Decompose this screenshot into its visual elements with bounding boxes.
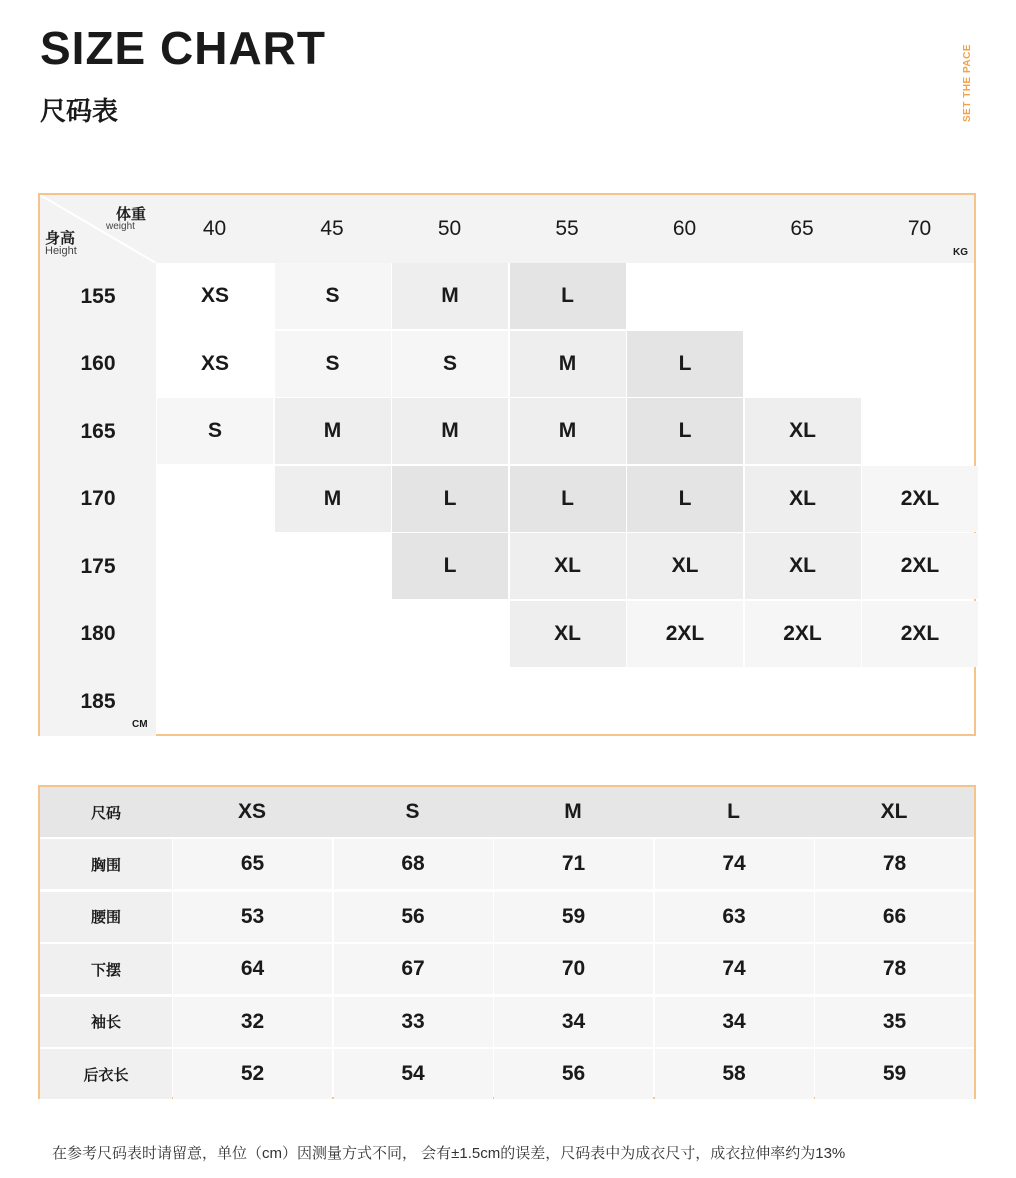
size-cell: XL xyxy=(745,398,861,464)
weight-header-50: 50 xyxy=(437,217,462,240)
size-cell: L xyxy=(627,331,743,397)
measurement-value: 58 xyxy=(655,1049,814,1099)
size-cell: L xyxy=(510,263,626,329)
size-cell: XL xyxy=(627,533,743,599)
measurement-label: 胸围 xyxy=(40,839,172,889)
measurement-value: 63 xyxy=(655,892,814,942)
measurement-value: 78 xyxy=(815,839,974,889)
size-header-xs: XS xyxy=(237,800,266,823)
measurement-value: 35 xyxy=(815,997,974,1047)
size-corner-label: 尺码 xyxy=(90,804,121,822)
measurement-value: 53 xyxy=(173,892,332,942)
measurement-value: 32 xyxy=(173,997,332,1047)
size-cell: S xyxy=(275,263,391,329)
measurement-value: 59 xyxy=(815,1049,974,1099)
size-cell: XS xyxy=(157,263,273,329)
measurement-value: 71 xyxy=(494,839,653,889)
height-header-185: 185 xyxy=(80,689,116,713)
corner-header-cell xyxy=(40,195,156,263)
measurement-value: 67 xyxy=(334,944,493,994)
weight-header-45: 45 xyxy=(320,217,344,240)
measurement-value: 33 xyxy=(334,997,493,1047)
page-title: SIZE CHART xyxy=(40,22,326,74)
size-cell: M xyxy=(392,263,508,329)
size-cell: L xyxy=(392,466,508,532)
measurement-label: 袖长 xyxy=(40,997,172,1047)
weight-header-40: 40 xyxy=(202,217,227,240)
height-header-180: 180 xyxy=(80,622,116,645)
size-cell: M xyxy=(275,398,391,464)
size-cell: XL xyxy=(510,601,626,667)
size-cell: 2XL xyxy=(745,601,861,667)
weight-label: 体重 xyxy=(116,206,147,223)
weight-header-55: 55 xyxy=(555,217,579,240)
size-cell: S xyxy=(392,331,508,397)
measurement-value: 34 xyxy=(655,997,814,1047)
size-cell: 2XL xyxy=(862,533,978,599)
measurement-value: 56 xyxy=(334,892,493,942)
size-cell: S xyxy=(157,398,273,464)
height-header-165: 165 xyxy=(80,419,116,443)
size-cell: XS xyxy=(157,331,273,397)
height-unit: CM xyxy=(132,719,148,730)
height-header-175: 175 xyxy=(80,554,116,578)
size-cell: M xyxy=(275,466,391,532)
height-label-en: Height xyxy=(45,245,77,257)
height-header-160: 160 xyxy=(80,352,116,375)
footer-note: 在参考尺码表时请留意，单位（cm）因测量方式不同， 会有±1.5cm的误差，尺码表中为成衣尺寸，成衣拉伸率约为13% xyxy=(52,1145,846,1162)
measurement-value: 78 xyxy=(815,944,974,994)
measurement-value: 74 xyxy=(655,944,814,994)
size-cell: 2XL xyxy=(862,466,978,532)
size-cell: 2XL xyxy=(862,601,978,667)
measurement-value: 66 xyxy=(815,892,974,942)
weight-header-70: 70 xyxy=(907,217,932,240)
size-cell: S xyxy=(275,331,391,397)
measurement-label: 后衣长 xyxy=(40,1049,172,1099)
size-header-xl: XL xyxy=(880,800,908,823)
measurement-value: 34 xyxy=(494,997,653,1047)
size-cell: L xyxy=(510,466,626,532)
size-cell: M xyxy=(510,331,626,397)
weight-header-60: 60 xyxy=(672,217,697,240)
size-cell: L xyxy=(392,533,508,599)
measurement-label: 下摆 xyxy=(40,944,172,994)
weight-unit: KG xyxy=(953,247,968,258)
size-cell: 2XL xyxy=(627,601,743,667)
size-header-l: L xyxy=(727,800,740,823)
size-cell: L xyxy=(627,466,743,532)
page-subtitle: 尺码表 xyxy=(40,96,119,126)
measurement-value: 56 xyxy=(494,1049,653,1099)
size-header-m: M xyxy=(564,800,582,823)
measurement-value: 74 xyxy=(655,839,814,889)
measurement-value: 52 xyxy=(173,1049,332,1099)
measurement-value: 65 xyxy=(173,839,332,889)
size-cell: XL xyxy=(745,533,861,599)
weight-label-en: weight xyxy=(106,221,135,232)
weight-header-65: 65 xyxy=(790,217,814,240)
brand-mark: SET THE PACE xyxy=(962,43,973,122)
size-header-s: S xyxy=(405,800,420,823)
measurement-label: 腰围 xyxy=(40,892,172,942)
size-cell: M xyxy=(392,398,508,464)
size-cell: M xyxy=(510,398,626,464)
measurement-value: 68 xyxy=(334,839,493,889)
height-header-155: 155 xyxy=(80,284,116,308)
height-label: 身高 xyxy=(45,230,76,247)
size-cell: XL xyxy=(510,533,626,599)
measurement-value: 59 xyxy=(494,892,653,942)
size-cell: L xyxy=(627,398,743,464)
measurement-value: 64 xyxy=(173,944,332,994)
size-cell: XL xyxy=(745,466,861,532)
measurement-value: 70 xyxy=(494,944,653,994)
measurement-value: 54 xyxy=(334,1049,493,1099)
measurement-table xyxy=(38,785,976,1099)
height-header-170: 170 xyxy=(80,487,116,510)
size-recommendation-table xyxy=(38,193,976,736)
